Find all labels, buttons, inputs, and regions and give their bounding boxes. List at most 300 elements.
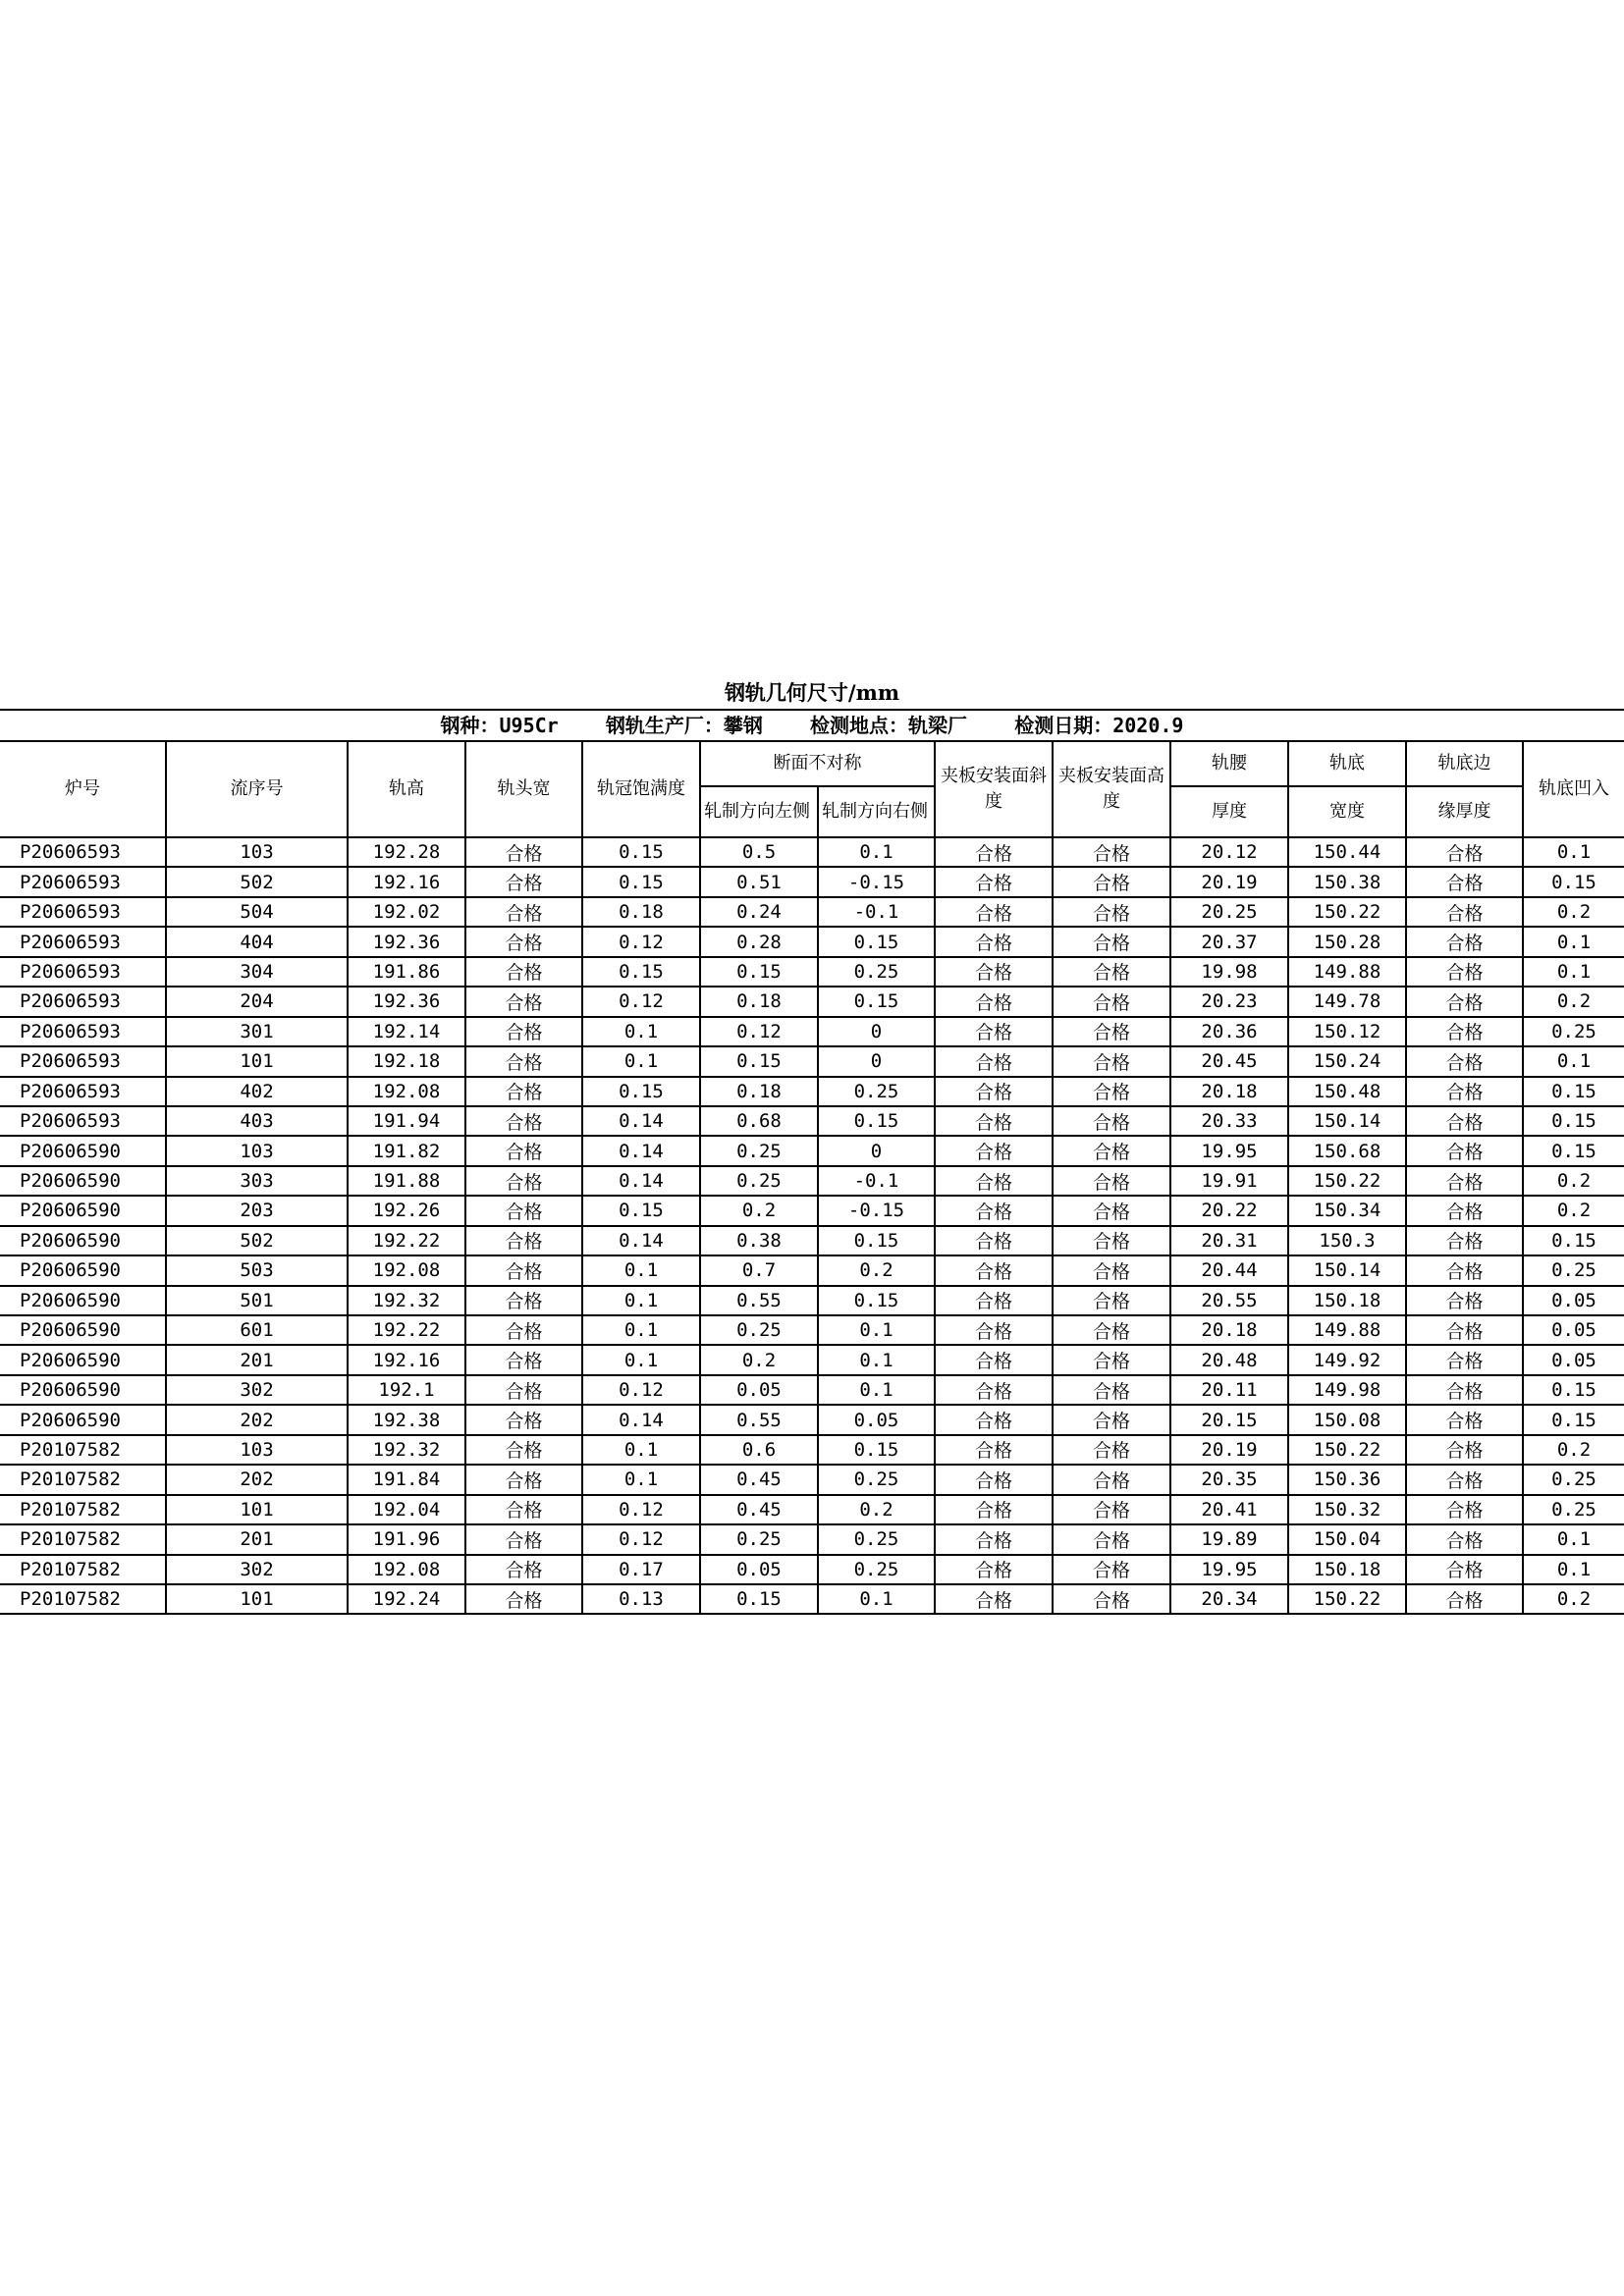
cell-asym-right: 0.15 (818, 927, 935, 956)
cell-foot-width: 150.22 (1288, 1166, 1406, 1196)
cell-splice-slope: 合格 (935, 897, 1053, 927)
cell-web-thickness: 20.37 (1170, 927, 1288, 956)
cell-asym-left: 0.45 (700, 1495, 818, 1524)
cell-edge-thickness: 合格 (1406, 1106, 1523, 1136)
cell-rail-height: 191.84 (348, 1465, 465, 1494)
sheet-title: 钢轨几何尺寸/mm (724, 680, 900, 705)
measurement-rows (0, 837, 1624, 1614)
cell-asym-left: 0.15 (700, 1584, 818, 1614)
cell-heat-no: P20606593 (0, 897, 166, 927)
cell-asym-left: 0.28 (700, 927, 818, 956)
table-row (0, 867, 1624, 896)
cell-serial-no: 601 (166, 1315, 348, 1345)
cell-heat-no: P20606593 (0, 957, 166, 987)
cell-rail-height: 192.32 (348, 1435, 465, 1465)
cell-heat-no: P20606593 (0, 867, 166, 896)
cell-edge-thickness: 合格 (1406, 957, 1523, 987)
cell-splice-height: 合格 (1053, 1017, 1170, 1046)
cell-splice-height: 合格 (1053, 1226, 1170, 1255)
cell-heat-no: P20606590 (0, 1345, 166, 1374)
cell-crown-fullness: 0.14 (582, 1226, 700, 1255)
cell-splice-slope: 合格 (935, 1584, 1053, 1614)
cell-edge-thickness: 合格 (1406, 1435, 1523, 1465)
cell-splice-height: 合格 (1053, 1046, 1170, 1076)
cell-splice-height: 合格 (1053, 1555, 1170, 1584)
table-row (0, 1196, 1624, 1225)
cell-foot-width: 150.22 (1288, 897, 1406, 927)
cell-foot-width: 150.22 (1288, 1584, 1406, 1614)
table-row (0, 1286, 1624, 1315)
cell-web-thickness: 20.41 (1170, 1495, 1288, 1524)
cell-splice-slope: 合格 (935, 1345, 1053, 1374)
header-serial-no: 流序号 (166, 742, 348, 837)
cell-foot-width: 150.48 (1288, 1077, 1406, 1106)
header-splice-slope: 夹板安装面斜度 (935, 742, 1053, 837)
cell-asym-right: 0.25 (818, 1524, 935, 1554)
cell-splice-slope: 合格 (935, 1136, 1053, 1165)
cell-edge-thickness: 合格 (1406, 867, 1523, 896)
cell-splice-slope: 合格 (935, 957, 1053, 987)
cell-edge-thickness: 合格 (1406, 1166, 1523, 1196)
cell-splice-height: 合格 (1053, 1315, 1170, 1345)
cell-web-thickness: 19.95 (1170, 1555, 1288, 1584)
cell-edge-thickness: 合格 (1406, 1136, 1523, 1165)
cell-splice-height: 合格 (1053, 1495, 1170, 1524)
cell-crown-fullness: 0.1 (582, 1315, 700, 1345)
cell-asym-left: 0.12 (700, 1017, 818, 1046)
cell-serial-no: 202 (166, 1405, 348, 1434)
cell-foot-width: 149.88 (1288, 957, 1406, 987)
cell-splice-height: 合格 (1053, 927, 1170, 956)
cell-head-width: 合格 (465, 867, 582, 896)
cell-foot-concave: 0.1 (1523, 1524, 1624, 1554)
cell-serial-no: 502 (166, 1226, 348, 1255)
cell-head-width: 合格 (465, 987, 582, 1016)
cell-heat-no: P20606590 (0, 1286, 166, 1315)
cell-rail-height: 192.38 (348, 1405, 465, 1434)
table-row (0, 1584, 1624, 1614)
cell-head-width: 合格 (465, 1584, 582, 1614)
cell-web-thickness: 20.12 (1170, 837, 1288, 867)
cell-head-width: 合格 (465, 1046, 582, 1076)
cell-asym-left: 0.25 (700, 1166, 818, 1196)
cell-crown-fullness: 0.15 (582, 1077, 700, 1106)
cell-crown-fullness: 0.14 (582, 1166, 700, 1196)
cell-splice-slope: 合格 (935, 1017, 1053, 1046)
cell-asym-left: 0.18 (700, 987, 818, 1016)
cell-foot-concave: 0.15 (1523, 1405, 1624, 1434)
cell-splice-slope: 合格 (935, 1405, 1053, 1434)
cell-asym-right: 0.1 (818, 1584, 935, 1614)
cell-splice-slope: 合格 (935, 1286, 1053, 1315)
table-row (0, 957, 1624, 987)
cell-head-width: 合格 (465, 1555, 582, 1584)
cell-foot-concave: 0.1 (1523, 957, 1624, 987)
cell-asym-right: 0.15 (818, 1286, 935, 1315)
measurement-table (0, 742, 1624, 1615)
cell-foot-width: 150.28 (1288, 927, 1406, 956)
cell-heat-no: P20107582 (0, 1435, 166, 1465)
cell-edge-thickness: 合格 (1406, 1017, 1523, 1046)
cell-asym-left: 0.7 (700, 1255, 818, 1285)
cell-head-width: 合格 (465, 1226, 582, 1255)
cell-crown-fullness: 0.1 (582, 1017, 700, 1046)
cell-serial-no: 101 (166, 1584, 348, 1614)
cell-foot-width: 150.68 (1288, 1136, 1406, 1165)
cell-asym-right: 0.15 (818, 1435, 935, 1465)
cell-crown-fullness: 0.12 (582, 1524, 700, 1554)
cell-crown-fullness: 0.12 (582, 987, 700, 1016)
cell-splice-slope: 合格 (935, 1465, 1053, 1494)
table-row (0, 837, 1624, 867)
cell-serial-no: 302 (166, 1555, 348, 1584)
cell-serial-no: 304 (166, 957, 348, 987)
cell-rail-height: 191.82 (348, 1136, 465, 1165)
cell-splice-slope: 合格 (935, 927, 1053, 956)
cell-rail-height: 192.28 (348, 837, 465, 867)
table-row (0, 927, 1624, 956)
cell-foot-concave: 0.2 (1523, 1435, 1624, 1465)
cell-edge-thickness: 合格 (1406, 1465, 1523, 1494)
cell-web-thickness: 20.45 (1170, 1046, 1288, 1076)
cell-web-thickness: 20.19 (1170, 867, 1288, 896)
cell-asym-right: -0.15 (818, 867, 935, 896)
cell-foot-concave: 0.25 (1523, 1495, 1624, 1524)
cell-foot-concave: 0.2 (1523, 1584, 1624, 1614)
header-asymmetry-group: 断面不对称 (700, 742, 935, 786)
cell-asym-right: 0.25 (818, 1077, 935, 1106)
cell-web-thickness: 20.55 (1170, 1286, 1288, 1315)
cell-splice-height: 合格 (1053, 1255, 1170, 1285)
cell-serial-no: 504 (166, 897, 348, 927)
cell-rail-height: 192.16 (348, 1345, 465, 1374)
cell-rail-height: 192.18 (348, 1046, 465, 1076)
cell-serial-no: 103 (166, 1435, 348, 1465)
cell-heat-no: P20606593 (0, 837, 166, 867)
cell-web-thickness: 20.34 (1170, 1584, 1288, 1614)
table-row (0, 1046, 1624, 1076)
cell-head-width: 合格 (465, 1196, 582, 1225)
cell-splice-height: 合格 (1053, 1106, 1170, 1136)
cell-head-width: 合格 (465, 1136, 582, 1165)
cell-foot-width: 150.3 (1288, 1226, 1406, 1255)
cell-splice-slope: 合格 (935, 1077, 1053, 1106)
header-foot-concave: 轨底凹入 (1523, 742, 1624, 837)
header-crown-fullness: 轨冠饱满度 (582, 742, 700, 837)
cell-crown-fullness: 0.1 (582, 1435, 700, 1465)
cell-heat-no: P20606593 (0, 1077, 166, 1106)
cell-web-thickness: 20.22 (1170, 1196, 1288, 1225)
cell-splice-slope: 合格 (935, 1226, 1053, 1255)
table-row (0, 1166, 1624, 1196)
table-row (0, 1345, 1624, 1374)
cell-foot-width: 150.18 (1288, 1555, 1406, 1584)
cell-splice-height: 合格 (1053, 1584, 1170, 1614)
cell-asym-left: 0.45 (700, 1465, 818, 1494)
table-row (0, 897, 1624, 927)
cell-foot-concave: 0.25 (1523, 1465, 1624, 1494)
cell-head-width: 合格 (465, 1286, 582, 1315)
cell-crown-fullness: 0.18 (582, 897, 700, 927)
cell-foot-concave: 0.2 (1523, 987, 1624, 1016)
cell-crown-fullness: 0.1 (582, 1046, 700, 1076)
cell-heat-no: P20606593 (0, 1106, 166, 1136)
cell-crown-fullness: 0.15 (582, 957, 700, 987)
cell-foot-concave: 0.15 (1523, 1375, 1624, 1405)
cell-asym-left: 0.18 (700, 1077, 818, 1106)
cell-heat-no: P20606590 (0, 1136, 166, 1165)
cell-edge-thickness: 合格 (1406, 1524, 1523, 1554)
table-row (0, 1405, 1624, 1434)
cell-edge-thickness: 合格 (1406, 1226, 1523, 1255)
cell-crown-fullness: 0.14 (582, 1405, 700, 1434)
cell-serial-no: 203 (166, 1196, 348, 1225)
cell-heat-no: P20107582 (0, 1495, 166, 1524)
cell-asym-left: 0.5 (700, 837, 818, 867)
cell-asym-right: 0.25 (818, 1555, 935, 1584)
cell-edge-thickness: 合格 (1406, 927, 1523, 956)
cell-serial-no: 101 (166, 1495, 348, 1524)
cell-crown-fullness: 0.15 (582, 1196, 700, 1225)
cell-foot-width: 149.92 (1288, 1345, 1406, 1374)
cell-heat-no: P20606593 (0, 987, 166, 1016)
cell-foot-concave: 0.2 (1523, 1196, 1624, 1225)
cell-asym-left: 0.25 (700, 1524, 818, 1554)
header-splice-height: 夹板安装面高度 (1053, 742, 1170, 837)
cell-heat-no: P20606590 (0, 1196, 166, 1225)
sheet-meta-line: 钢种：U95Cr 钢轨生产厂：攀钢 检测地点：轨梁厂 检测日期：2020.9 (0, 709, 1624, 742)
cell-serial-no: 101 (166, 1046, 348, 1076)
rail-geometry-sheet (0, 677, 1624, 1615)
cell-asym-right: 0.2 (818, 1255, 935, 1285)
cell-rail-height: 192.22 (348, 1226, 465, 1255)
cell-foot-width: 149.78 (1288, 987, 1406, 1016)
cell-foot-width: 150.18 (1288, 1286, 1406, 1315)
cell-asym-right: 0 (818, 1046, 935, 1076)
cell-splice-height: 合格 (1053, 1405, 1170, 1434)
cell-serial-no: 103 (166, 837, 348, 867)
table-row (0, 1106, 1624, 1136)
header-foot-top: 轨底 (1288, 742, 1406, 786)
cell-splice-slope: 合格 (935, 1315, 1053, 1345)
cell-rail-height: 192.22 (348, 1315, 465, 1345)
cell-asym-right: -0.15 (818, 1196, 935, 1225)
cell-web-thickness: 20.33 (1170, 1106, 1288, 1136)
cell-foot-width: 150.14 (1288, 1255, 1406, 1285)
cell-head-width: 合格 (465, 897, 582, 927)
cell-rail-height: 192.08 (348, 1255, 465, 1285)
cell-rail-height: 191.96 (348, 1524, 465, 1554)
cell-splice-height: 合格 (1053, 1375, 1170, 1405)
cell-foot-concave: 0.15 (1523, 867, 1624, 896)
cell-serial-no: 201 (166, 1345, 348, 1374)
cell-asym-right: 0.1 (818, 1315, 935, 1345)
cell-head-width: 合格 (465, 1405, 582, 1434)
cell-web-thickness: 20.48 (1170, 1345, 1288, 1374)
cell-foot-width: 150.04 (1288, 1524, 1406, 1554)
cell-asym-left: 0.2 (700, 1345, 818, 1374)
table-row (0, 1226, 1624, 1255)
cell-asym-right: 0 (818, 1017, 935, 1046)
header-head-width: 轨头宽 (465, 742, 582, 837)
cell-asym-right: 0.1 (818, 837, 935, 867)
cell-serial-no: 202 (166, 1465, 348, 1494)
cell-rail-height: 192.16 (348, 867, 465, 896)
cell-web-thickness: 20.25 (1170, 897, 1288, 927)
cell-foot-concave: 0.05 (1523, 1345, 1624, 1374)
cell-heat-no: P20606593 (0, 927, 166, 956)
cell-foot-width: 150.14 (1288, 1106, 1406, 1136)
cell-splice-height: 合格 (1053, 987, 1170, 1016)
cell-splice-slope: 合格 (935, 867, 1053, 896)
cell-head-width: 合格 (465, 1435, 582, 1465)
cell-foot-width: 150.08 (1288, 1405, 1406, 1434)
cell-rail-height: 191.88 (348, 1166, 465, 1196)
cell-web-thickness: 19.95 (1170, 1136, 1288, 1165)
cell-asym-left: 0.05 (700, 1375, 818, 1405)
cell-rail-height: 192.02 (348, 897, 465, 927)
header-asymmetry-left: 轧制方向左侧 (700, 786, 818, 837)
table-row (0, 1465, 1624, 1494)
cell-foot-concave: 0.1 (1523, 1555, 1624, 1584)
cell-edge-thickness: 合格 (1406, 837, 1523, 867)
cell-asym-right: 0.15 (818, 987, 935, 1016)
cell-edge-thickness: 合格 (1406, 1077, 1523, 1106)
header-rail-height: 轨高 (348, 742, 465, 837)
cell-head-width: 合格 (465, 1495, 582, 1524)
cell-rail-height: 192.36 (348, 987, 465, 1016)
cell-rail-height: 192.36 (348, 927, 465, 956)
cell-splice-height: 合格 (1053, 1077, 1170, 1106)
cell-head-width: 合格 (465, 1315, 582, 1345)
cell-splice-height: 合格 (1053, 867, 1170, 896)
cell-foot-width: 150.12 (1288, 1017, 1406, 1046)
cell-serial-no: 303 (166, 1166, 348, 1196)
cell-serial-no: 201 (166, 1524, 348, 1554)
cell-crown-fullness: 0.13 (582, 1584, 700, 1614)
cell-heat-no: P20606593 (0, 1046, 166, 1076)
table-row (0, 1555, 1624, 1584)
cell-asym-right: 0.1 (818, 1345, 935, 1374)
cell-edge-thickness: 合格 (1406, 1255, 1523, 1285)
cell-serial-no: 502 (166, 867, 348, 896)
cell-splice-height: 合格 (1053, 957, 1170, 987)
cell-heat-no: P20606590 (0, 1405, 166, 1434)
cell-splice-slope: 合格 (935, 1495, 1053, 1524)
cell-rail-height: 192.14 (348, 1017, 465, 1046)
cell-splice-height: 合格 (1053, 1286, 1170, 1315)
cell-asym-left: 0.25 (700, 1315, 818, 1345)
cell-foot-concave: 0.05 (1523, 1315, 1624, 1345)
cell-serial-no: 402 (166, 1077, 348, 1106)
cell-splice-height: 合格 (1053, 1435, 1170, 1465)
cell-splice-slope: 合格 (935, 1166, 1053, 1196)
cell-splice-slope: 合格 (935, 1375, 1053, 1405)
cell-heat-no: P20606590 (0, 1255, 166, 1285)
cell-splice-height: 合格 (1053, 837, 1170, 867)
cell-edge-thickness: 合格 (1406, 1046, 1523, 1076)
cell-edge-thickness: 合格 (1406, 987, 1523, 1016)
table-row (0, 1136, 1624, 1165)
cell-web-thickness: 19.89 (1170, 1524, 1288, 1554)
cell-foot-width: 150.24 (1288, 1046, 1406, 1076)
cell-edge-thickness: 合格 (1406, 1286, 1523, 1315)
cell-heat-no: P20107582 (0, 1584, 166, 1614)
cell-web-thickness: 20.36 (1170, 1017, 1288, 1046)
cell-serial-no: 103 (166, 1136, 348, 1165)
cell-foot-concave: 0.1 (1523, 1046, 1624, 1076)
cell-foot-width: 150.34 (1288, 1196, 1406, 1225)
header-asymmetry-right: 轧制方向右侧 (818, 786, 935, 837)
cell-web-thickness: 20.18 (1170, 1315, 1288, 1345)
cell-rail-height: 191.94 (348, 1106, 465, 1136)
cell-serial-no: 404 (166, 927, 348, 956)
cell-web-thickness: 20.19 (1170, 1435, 1288, 1465)
cell-edge-thickness: 合格 (1406, 1495, 1523, 1524)
cell-foot-width: 150.22 (1288, 1435, 1406, 1465)
cell-asym-left: 0.51 (700, 867, 818, 896)
cell-edge-thickness: 合格 (1406, 1345, 1523, 1374)
cell-foot-concave: 0.15 (1523, 1136, 1624, 1165)
cell-asym-left: 0.2 (700, 1196, 818, 1225)
cell-asym-right: 0.25 (818, 1465, 935, 1494)
table-row (0, 1315, 1624, 1345)
cell-splice-slope: 合格 (935, 837, 1053, 867)
table-row (0, 1077, 1624, 1106)
cell-splice-slope: 合格 (935, 1255, 1053, 1285)
cell-crown-fullness: 0.1 (582, 1345, 700, 1374)
cell-edge-thickness: 合格 (1406, 897, 1523, 927)
cell-head-width: 合格 (465, 1524, 582, 1554)
cell-crown-fullness: 0.17 (582, 1555, 700, 1584)
header-web-top: 轨腰 (1170, 742, 1288, 786)
table-row (0, 1017, 1624, 1046)
cell-rail-height: 192.32 (348, 1286, 465, 1315)
cell-head-width: 合格 (465, 1166, 582, 1196)
cell-edge-thickness: 合格 (1406, 1196, 1523, 1225)
cell-splice-slope: 合格 (935, 987, 1053, 1016)
cell-splice-slope: 合格 (935, 1046, 1053, 1076)
cell-crown-fullness: 0.12 (582, 1495, 700, 1524)
cell-asym-left: 0.25 (700, 1136, 818, 1165)
table-row (0, 987, 1624, 1016)
cell-head-width: 合格 (465, 837, 582, 867)
cell-head-width: 合格 (465, 927, 582, 956)
cell-heat-no: P20107582 (0, 1465, 166, 1494)
cell-foot-concave: 0.1 (1523, 927, 1624, 956)
cell-crown-fullness: 0.1 (582, 1255, 700, 1285)
cell-foot-concave: 0.25 (1523, 1255, 1624, 1285)
cell-head-width: 合格 (465, 1017, 582, 1046)
cell-foot-concave: 0.15 (1523, 1077, 1624, 1106)
cell-foot-width: 149.88 (1288, 1315, 1406, 1345)
cell-splice-height: 合格 (1053, 1465, 1170, 1494)
cell-heat-no: P20107582 (0, 1524, 166, 1554)
cell-foot-concave: 0.1 (1523, 837, 1624, 867)
header-edge-top: 轨底边 (1406, 742, 1523, 786)
cell-web-thickness: 20.44 (1170, 1255, 1288, 1285)
cell-crown-fullness: 0.1 (582, 1286, 700, 1315)
cell-web-thickness: 20.35 (1170, 1465, 1288, 1494)
cell-asym-right: 0.2 (818, 1495, 935, 1524)
cell-web-thickness: 19.98 (1170, 957, 1288, 987)
cell-web-thickness: 20.23 (1170, 987, 1288, 1016)
cell-web-thickness: 20.15 (1170, 1405, 1288, 1434)
cell-rail-height: 192.04 (348, 1495, 465, 1524)
cell-serial-no: 403 (166, 1106, 348, 1136)
cell-rail-height: 192.26 (348, 1196, 465, 1225)
cell-head-width: 合格 (465, 1465, 582, 1494)
